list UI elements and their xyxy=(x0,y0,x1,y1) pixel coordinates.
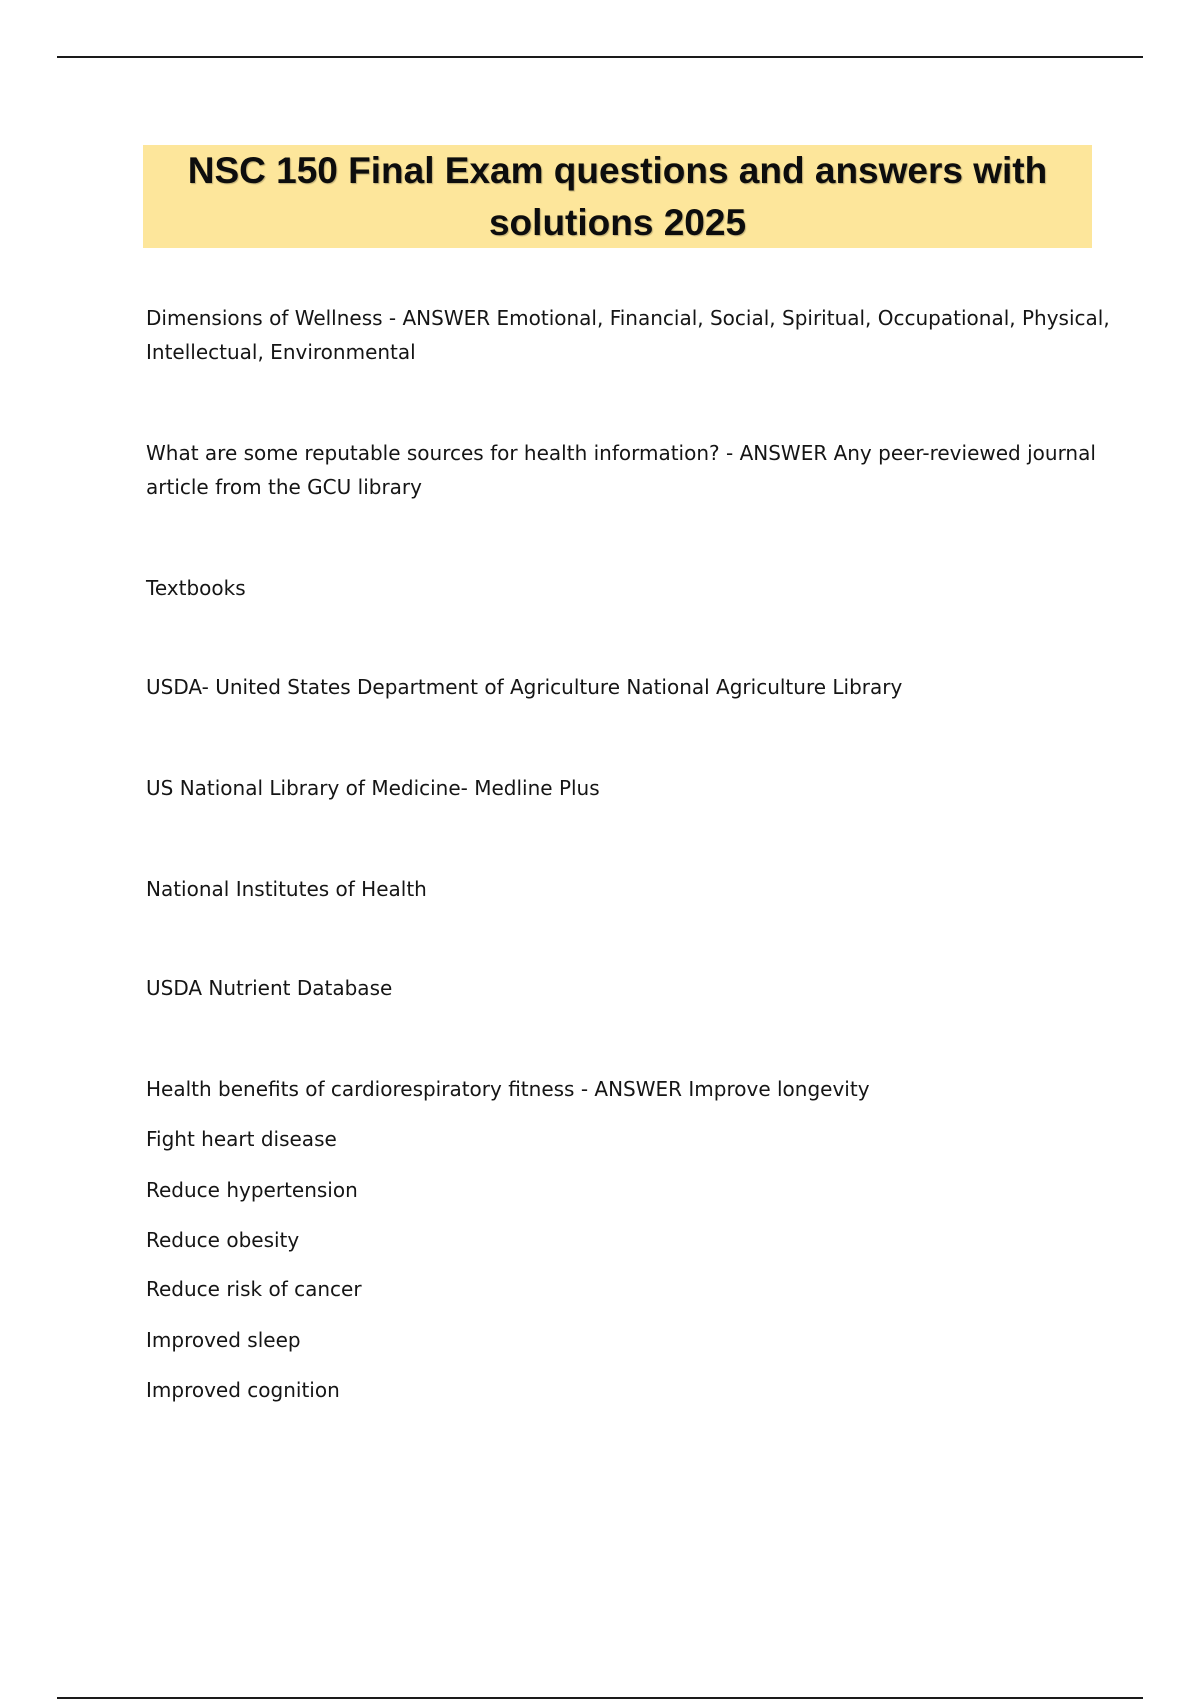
benefit-cancer-risk: Reduce risk of cancer xyxy=(146,1277,362,1301)
wellness-question-line-1: Dimensions of Wellness - ANSWER Emotional, Financial, Social, Spiritual, Occupational, Physical, xyxy=(146,306,1110,330)
wellness-question-line-2: Intellectual, Environmental xyxy=(146,340,416,364)
benefit-hypertension: Reduce hypertension xyxy=(146,1178,358,1202)
answer-nutrient-database: USDA Nutrient Database xyxy=(146,976,393,1000)
bottom-rule xyxy=(57,1697,1143,1699)
sources-question-line-1: What are some reputable sources for health information? - ANSWER Any peer-reviewed journal xyxy=(146,441,1096,465)
top-rule xyxy=(57,56,1143,58)
cardio-question-line: Health benefits of cardiorespiratory fitness - ANSWER Improve longevity xyxy=(146,1077,870,1101)
document-title: NSC 150 Final Exam questions and answers with solutions 2025 xyxy=(187,149,1048,243)
benefit-heart-disease: Fight heart disease xyxy=(146,1127,337,1151)
answer-usda-library: USDA- United States Department of Agriculture National Agriculture Library xyxy=(146,675,903,699)
sources-question-line-2: article from the GCU library xyxy=(146,475,422,499)
answer-nih: National Institutes of Health xyxy=(146,877,427,901)
benefit-sleep: Improved sleep xyxy=(146,1328,301,1352)
benefit-obesity: Reduce obesity xyxy=(146,1228,300,1252)
answer-textbooks: Textbooks xyxy=(146,576,246,600)
benefit-cognition: Improved cognition xyxy=(146,1378,340,1402)
answer-medline-plus: US National Library of Medicine- Medline Plus xyxy=(146,776,600,800)
title-banner xyxy=(143,145,1092,248)
